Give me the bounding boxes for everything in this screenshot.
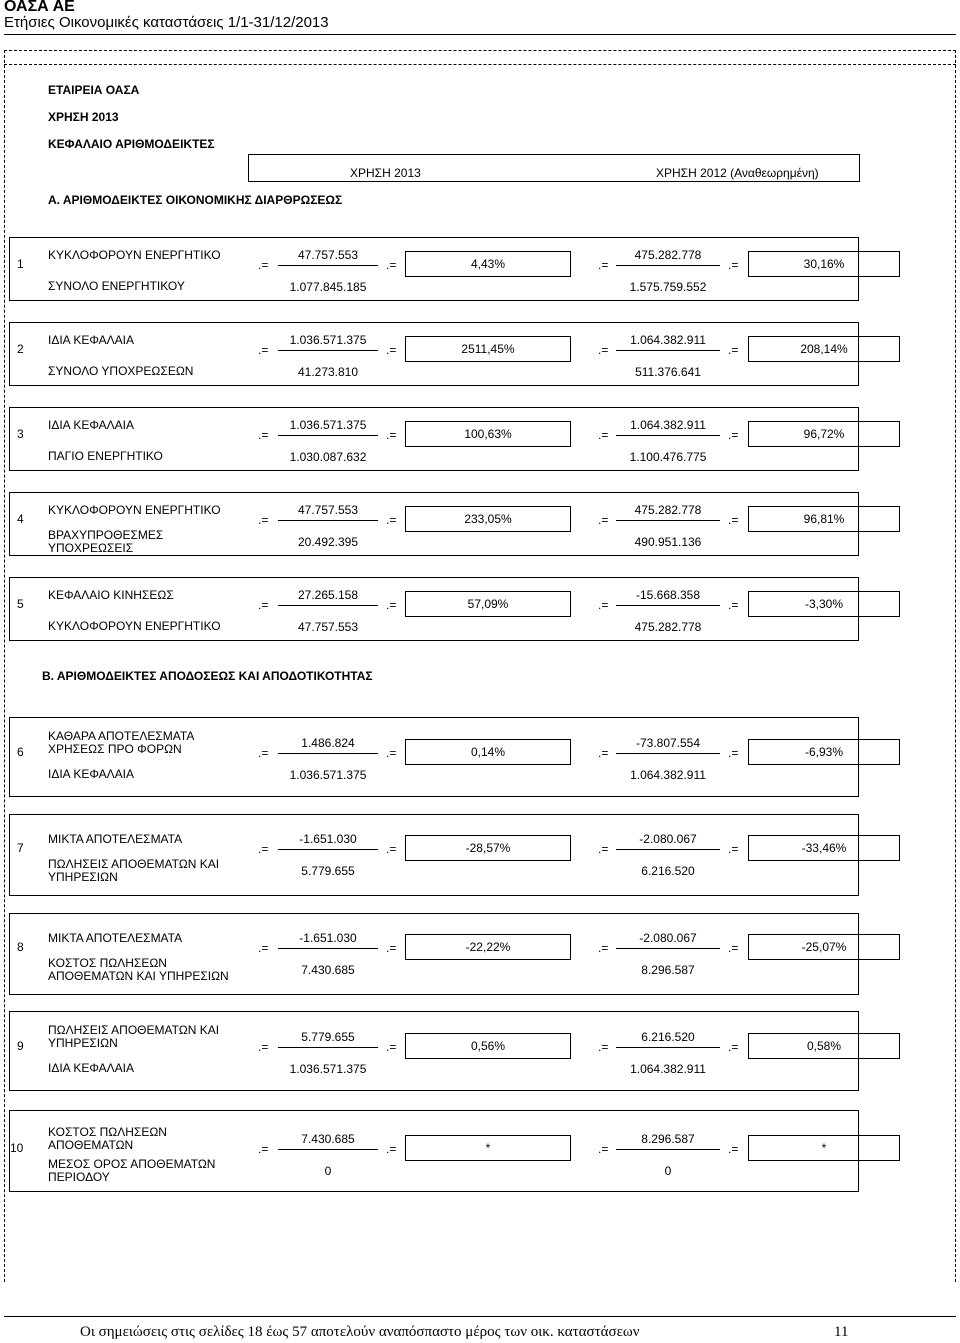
denominator-label: ΑΠΟΘΕΜΑΤΩΝ ΚΑΙ ΥΠΗΡΕΣΙΩΝ xyxy=(48,969,229,983)
fraction-bar xyxy=(278,265,378,266)
previous-denominator: 475.282.778 xyxy=(634,620,702,634)
previous-result: 96,81% xyxy=(748,506,900,532)
ratio-number: 4 xyxy=(17,512,24,526)
equals-sign: .= xyxy=(386,598,397,612)
previous-numerator: -73.807.554 xyxy=(635,736,701,750)
previous-denominator: 1.064.382.911 xyxy=(630,768,706,782)
equals-sign: .= xyxy=(598,842,609,856)
current-result: 0,14% xyxy=(405,739,571,765)
fraction-bar xyxy=(278,753,378,754)
equals-sign: .= xyxy=(728,513,739,527)
fraction-bar xyxy=(616,520,720,521)
equals-sign: .= xyxy=(598,746,609,760)
previous-result: * xyxy=(748,1135,900,1161)
ratio-number: 2 xyxy=(17,342,24,356)
dashed-frame-left xyxy=(4,50,5,1282)
current-result: 0,56% xyxy=(405,1033,571,1059)
equals-sign: .= xyxy=(386,746,397,760)
previous-result: -33,46% xyxy=(748,835,900,861)
previous-result: 30,16% xyxy=(748,251,900,277)
equals-sign: .= xyxy=(728,1142,739,1156)
equals-sign: .= xyxy=(386,428,397,442)
denominator-label: ΙΔΙΑ ΚΕΦΑΛΑΙΑ xyxy=(48,1061,134,1075)
fraction-bar xyxy=(278,948,378,949)
equals-sign: .= xyxy=(386,1142,397,1156)
current-denominator: 41.273.810 xyxy=(297,365,359,379)
fraction-bar xyxy=(616,1149,720,1150)
previous-denominator: 0 xyxy=(664,1164,672,1178)
equals-sign: .= xyxy=(258,513,269,527)
equals-sign: .= xyxy=(258,842,269,856)
ratio-number: 9 xyxy=(17,1039,24,1053)
current-denominator: 1.077.845.185 xyxy=(289,280,367,294)
equals-sign: .= xyxy=(728,598,739,612)
year-previous-label: ΧΡΗΣΗ 2012 (Αναθεωρημένη) xyxy=(656,166,819,180)
previous-numerator: 1.064.382.911 xyxy=(630,418,706,432)
denominator-label: ΠΩΛΗΣΕΙΣ ΑΠΟΘΕΜΑΤΩΝ ΚΑΙ xyxy=(48,857,220,871)
year-line: ΧΡΗΣΗ 2013 xyxy=(48,110,119,124)
fraction-bar xyxy=(616,849,720,850)
current-result: -22,22% xyxy=(405,934,571,960)
fraction-bar xyxy=(616,350,720,351)
current-numerator: 47.757.553 xyxy=(297,248,359,262)
current-denominator: 5.779.655 xyxy=(301,864,355,878)
ratio-number: 3 xyxy=(17,427,24,441)
fraction-bar xyxy=(278,1149,378,1150)
equals-sign: .= xyxy=(598,1142,609,1156)
previous-denominator: 1.575.759.552 xyxy=(629,280,707,294)
fraction-bar xyxy=(278,849,378,850)
company-line: ΕΤΑΙΡΕΙΑ ΟΑΣΑ xyxy=(48,83,140,97)
fraction-bar xyxy=(616,1047,720,1048)
dashed-frame-top xyxy=(4,50,956,51)
numerator-label: ΚΟΣΤΟΣ ΠΩΛΗΣΕΩΝ xyxy=(48,1125,167,1139)
current-result: * xyxy=(405,1135,571,1161)
header-rule xyxy=(4,34,956,35)
dashed-frame-top-inner xyxy=(4,64,956,65)
equals-sign: .= xyxy=(258,1142,269,1156)
fraction-bar xyxy=(278,520,378,521)
denominator-label: ΠΑΓΙΟ ΕΝΕΡΓΗΤΙΚΟ xyxy=(48,449,163,463)
ratio-number: 10 xyxy=(10,1141,24,1155)
denominator-label: ΙΔΙΑ ΚΕΦΑΛΑΙΑ xyxy=(48,767,134,781)
numerator-label: ΠΩΛΗΣΕΙΣ ΑΠΟΘΕΜΑΤΩΝ ΚΑΙ xyxy=(48,1023,220,1037)
denominator-label: ΚΟΣΤΟΣ ΠΩΛΗΣΕΩΝ xyxy=(48,956,167,970)
fraction-bar xyxy=(616,753,720,754)
current-denominator: 1.036.571.375 xyxy=(289,768,367,782)
equals-sign: .= xyxy=(728,941,739,955)
current-numerator: 1.036.571.375 xyxy=(289,418,367,432)
previous-numerator: 8.296.587 xyxy=(641,1132,695,1146)
current-result: 100,63% xyxy=(405,421,571,447)
current-denominator: 1.030.087.632 xyxy=(289,450,367,464)
previous-denominator: 8.296.587 xyxy=(641,963,695,977)
previous-result: -3,30% xyxy=(748,591,900,617)
fraction-bar xyxy=(616,265,720,266)
numerator-label: ΚΥΚΛΟΦΟΡΟΥΝ ΕΝΕΡΓΗΤΙΚΟ xyxy=(48,248,221,262)
denominator-label: ΠΕΡΙΟΔΟΥ xyxy=(48,1170,110,1184)
footer-rule xyxy=(4,1316,956,1317)
equals-sign: .= xyxy=(258,941,269,955)
ratio-number: 6 xyxy=(17,745,24,759)
numerator-label: ΧΡΗΣΕΩΣ ΠΡΟ ΦΟΡΩΝ xyxy=(48,742,182,756)
equals-sign: .= xyxy=(728,258,739,272)
fraction-bar xyxy=(278,605,378,606)
equals-sign: .= xyxy=(598,258,609,272)
equals-sign: .= xyxy=(258,746,269,760)
equals-sign: .= xyxy=(258,258,269,272)
fraction-bar xyxy=(616,435,720,436)
denominator-label: ΣΥΝΟΛΟ ΥΠΟΧΡΕΩΣΕΩΝ xyxy=(48,364,194,378)
denominator-label: ΥΠΗΡΕΣΙΩΝ xyxy=(48,870,118,884)
current-numerator: 27.265.158 xyxy=(297,588,359,602)
current-numerator: 47.757.553 xyxy=(297,503,359,517)
equals-sign: .= xyxy=(386,1040,397,1054)
current-result: 2511,45% xyxy=(405,336,571,362)
company-name: ΟΑΣΑ ΑΕ xyxy=(4,0,75,15)
numerator-label: ΥΠΗΡΕΣΙΩΝ xyxy=(48,1036,118,1050)
previous-numerator: 475.282.778 xyxy=(634,503,702,517)
equals-sign: .= xyxy=(728,343,739,357)
equals-sign: .= xyxy=(598,941,609,955)
current-denominator: 0 xyxy=(324,1164,332,1178)
previous-numerator: 6.216.520 xyxy=(641,1030,695,1044)
denominator-label: ΣΥΝΟΛΟ ΕΝΕΡΓΗΤΙΚΟΥ xyxy=(48,279,185,293)
fraction-bar xyxy=(278,435,378,436)
numerator-label: ΙΔΙΑ ΚΕΦΑΛΑΙΑ xyxy=(48,418,134,432)
equals-sign: .= xyxy=(598,598,609,612)
previous-result: 208,14% xyxy=(748,336,900,362)
previous-numerator: -15.668.358 xyxy=(635,588,701,602)
equals-sign: .= xyxy=(258,343,269,357)
page-title: ΚΕΦΑΛΑΙΟ ΑΡΙΘΜΟΔΕΙΚΤΕΣ xyxy=(48,137,215,151)
denominator-label: ΜΕΣΟΣ ΟΡΟΣ ΑΠΟΘΕΜΑΤΩΝ xyxy=(48,1157,216,1171)
previous-numerator: 475.282.778 xyxy=(634,248,702,262)
document-subtitle: Ετήσιες Οικονομικές καταστάσεις 1/1-31/12/2013 xyxy=(4,14,329,31)
numerator-label: ΑΠΟΘΕΜΑΤΩΝ xyxy=(48,1138,134,1152)
equals-sign: .= xyxy=(598,428,609,442)
fraction-bar xyxy=(278,350,378,351)
equals-sign: .= xyxy=(728,746,739,760)
section-b-title: Β. ΑΡΙΘΜΟΔΕΙΚΤΕΣ ΑΠΟΔΟΣΕΩΣ ΚΑΙ ΑΠΟΔΟΤΙΚΟΤΗΤΑΣ xyxy=(42,669,373,683)
current-numerator: 7.430.685 xyxy=(301,1132,355,1146)
current-denominator: 7.430.685 xyxy=(301,963,355,977)
page-number: 11 xyxy=(834,1324,849,1340)
ratio-number: 7 xyxy=(17,841,24,855)
denominator-label: ΥΠΟΧΡΕΩΣΕΙΣ xyxy=(48,541,134,555)
fraction-bar xyxy=(616,605,720,606)
previous-denominator: 490.951.136 xyxy=(634,535,702,549)
current-numerator: 5.779.655 xyxy=(301,1030,355,1044)
equals-sign: .= xyxy=(386,343,397,357)
equals-sign: .= xyxy=(728,428,739,442)
numerator-label: ΚΥΚΛΟΦΟΡΟΥΝ ΕΝΕΡΓΗΤΙΚΟ xyxy=(48,503,221,517)
current-result: -28,57% xyxy=(405,835,571,861)
equals-sign: .= xyxy=(598,513,609,527)
equals-sign: .= xyxy=(728,1040,739,1054)
current-numerator: 1.036.571.375 xyxy=(289,333,367,347)
current-result: 57,09% xyxy=(405,591,571,617)
current-result: 4,43% xyxy=(405,251,571,277)
current-denominator: 47.757.553 xyxy=(297,620,359,634)
section-a-title: Α. ΑΡΙΘΜΟΔΕΙΚΤΕΣ ΟΙΚΟΝΟΜΙΚΗΣ ΔΙΑΡΘΡΩΣΕΩΣ xyxy=(48,193,343,207)
ratio-number: 1 xyxy=(17,257,24,271)
denominator-label: ΒΡΑΧΥΠΡΟΘΕΣΜΕΣ xyxy=(48,528,164,542)
numerator-label: ΚΑΘΑΡΑ ΑΠΟΤΕΛΕΣΜΑΤΑ xyxy=(48,729,195,743)
equals-sign: .= xyxy=(386,941,397,955)
footer-note: Οι σημειώσεις στις σελίδες 18 έως 57 αποτελούν αναπόσπαστο μέρος των οικ. καταστάσεων xyxy=(80,1324,640,1340)
numerator-label: ΜΙΚΤΑ ΑΠΟΤΕΛΕΣΜΑΤΑ xyxy=(48,832,183,846)
numerator-label: ΚΕΦΑΛΑΙΟ ΚΙΝΗΣΕΩΣ xyxy=(48,588,174,602)
current-denominator: 1.036.571.375 xyxy=(289,1062,367,1076)
current-result: 233,05% xyxy=(405,506,571,532)
equals-sign: .= xyxy=(598,343,609,357)
dashed-frame-right xyxy=(955,50,956,1282)
current-numerator: 1.486.824 xyxy=(301,736,355,750)
previous-numerator: -2.080.067 xyxy=(639,832,697,846)
denominator-label: ΚΥΚΛΟΦΟΡΟΥΝ ΕΝΕΡΓΗΤΙΚΟ xyxy=(48,619,221,633)
previous-numerator: 1.064.382.911 xyxy=(630,333,706,347)
equals-sign: .= xyxy=(258,598,269,612)
equals-sign: .= xyxy=(728,842,739,856)
equals-sign: .= xyxy=(598,1040,609,1054)
previous-result: 0,58% xyxy=(748,1033,900,1059)
previous-result: -25,07% xyxy=(748,934,900,960)
fraction-bar xyxy=(278,1047,378,1048)
equals-sign: .= xyxy=(386,513,397,527)
previous-numerator: -2.080.067 xyxy=(639,931,697,945)
fraction-bar xyxy=(616,948,720,949)
previous-denominator: 511.376.641 xyxy=(635,365,701,379)
previous-result: -6,93% xyxy=(748,739,900,765)
ratio-number: 8 xyxy=(17,940,24,954)
current-denominator: 20.492.395 xyxy=(297,535,359,549)
equals-sign: .= xyxy=(386,842,397,856)
equals-sign: .= xyxy=(258,428,269,442)
equals-sign: .= xyxy=(258,1040,269,1054)
numerator-label: ΜΙΚΤΑ ΑΠΟΤΕΛΕΣΜΑΤΑ xyxy=(48,931,183,945)
previous-denominator: 1.064.382.911 xyxy=(630,1062,706,1076)
previous-denominator: 1.100.476.775 xyxy=(629,450,707,464)
previous-denominator: 6.216.520 xyxy=(641,864,695,878)
year-current-label: ΧΡΗΣΗ 2013 xyxy=(350,166,421,180)
ratio-number: 5 xyxy=(17,597,24,611)
current-numerator: -1.651.030 xyxy=(299,832,357,846)
equals-sign: .= xyxy=(386,258,397,272)
numerator-label: ΙΔΙΑ ΚΕΦΑΛΑΙΑ xyxy=(48,333,134,347)
previous-result: 96,72% xyxy=(748,421,900,447)
current-numerator: -1.651.030 xyxy=(299,931,357,945)
